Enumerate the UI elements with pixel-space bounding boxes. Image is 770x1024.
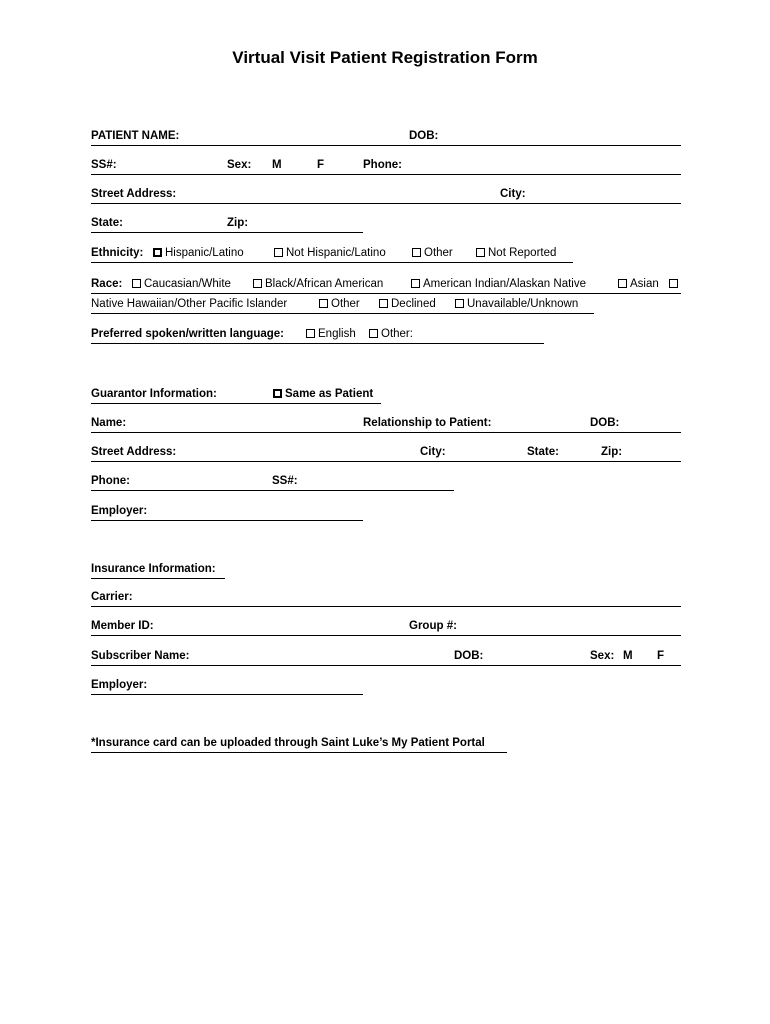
insurance-dob-label: DOB: — [454, 650, 484, 662]
patient-name-field[interactable] — [91, 145, 681, 146]
checkbox-icon[interactable] — [274, 248, 283, 257]
checkbox-icon[interactable] — [412, 248, 421, 257]
insurance-subscriber-field[interactable] — [91, 665, 681, 666]
language-label: Preferred spoken/written language: — [91, 328, 284, 340]
footnote-row — [91, 737, 507, 753]
patient-ssn-row — [91, 159, 681, 175]
guarantor-street-label: Street Address: — [91, 446, 177, 458]
guarantor-street-row — [91, 446, 681, 462]
race-underline-1 — [91, 293, 681, 294]
checkbox-icon[interactable] — [411, 279, 420, 288]
checkbox-icon[interactable] — [253, 279, 262, 288]
insurance-subscriber-row — [91, 650, 681, 666]
insurance-header: Insurance Information: — [91, 563, 216, 575]
guarantor-name-row — [91, 417, 681, 433]
checkbox-icon[interactable] — [319, 299, 328, 308]
language-row — [91, 328, 544, 344]
checkbox-icon[interactable] — [379, 299, 388, 308]
insurance-group-label: Group #: — [409, 620, 457, 632]
guarantor-name-field[interactable] — [91, 432, 681, 433]
race-option-other[interactable]: Other — [319, 298, 360, 310]
guarantor-state-label: State: — [527, 446, 559, 458]
language-option-other[interactable]: Other: — [369, 328, 413, 340]
guarantor-dob-label: DOB: — [590, 417, 620, 429]
patient-phone-label: Phone: — [363, 159, 402, 171]
guarantor-employer-label: Employer: — [91, 505, 148, 517]
guarantor-phone-label: Phone: — [91, 475, 130, 487]
checkbox-icon[interactable] — [306, 329, 315, 338]
patient-sex-m[interactable]: M — [272, 159, 282, 171]
guarantor-phone-row — [91, 475, 454, 491]
patient-state-field[interactable] — [91, 232, 363, 233]
guarantor-employer-field[interactable] — [91, 520, 363, 521]
guarantor-header: Guarantor Information: — [91, 388, 217, 400]
guarantor-ssn-label: SS#: — [272, 475, 298, 487]
ethnicity-label: Ethnicity: — [91, 247, 144, 259]
insurance-sex-m[interactable]: M — [623, 650, 633, 662]
checkbox-icon[interactable] — [455, 299, 464, 308]
patient-street-field[interactable] — [91, 203, 681, 204]
race-underline-2 — [91, 313, 594, 314]
insurance-member-id-label: Member ID: — [91, 620, 154, 632]
insurance-subscriber-label: Subscriber Name: — [91, 650, 190, 662]
patient-street-label: Street Address: — [91, 188, 177, 200]
guarantor-zip-label: Zip: — [601, 446, 623, 458]
ethnicity-option-not-reported[interactable]: Not Reported — [476, 247, 556, 259]
patient-name-label: PATIENT NAME: — [91, 130, 180, 142]
race-option-unknown[interactable]: Unavailable/Unknown — [455, 298, 578, 310]
patient-ssn-field[interactable] — [91, 174, 681, 175]
footnote-underline — [91, 752, 507, 753]
ethnicity-underline — [91, 262, 573, 263]
race-option-native-hawaiian[interactable]: Native Hawaiian/Other Pacific Islander — [91, 298, 288, 310]
race-option-american-indian[interactable]: American Indian/Alaskan Native — [411, 278, 586, 290]
insurance-carrier-field[interactable] — [91, 606, 681, 607]
race-row-2 — [91, 298, 594, 314]
form-title: Virtual Visit Patient Registration Form — [232, 48, 538, 67]
guarantor-header-underline — [91, 403, 381, 404]
guarantor-phone-field[interactable] — [91, 490, 454, 491]
patient-sex-f[interactable]: F — [317, 159, 325, 171]
insurance-carrier-row — [91, 591, 681, 607]
insurance-employer-label: Employer: — [91, 679, 148, 691]
guarantor-city-label: City: — [420, 446, 446, 458]
guarantor-name-label: Name: — [91, 417, 127, 429]
guarantor-relationship-label: Relationship to Patient: — [363, 417, 492, 429]
insurance-card-footnote: *Insurance card can be uploaded through Saint Luke’s My Patient Portal — [91, 737, 485, 749]
language-option-english[interactable]: English — [306, 328, 356, 340]
race-option-caucasian[interactable]: Caucasian/White — [132, 278, 231, 290]
patient-dob-label: DOB: — [409, 130, 439, 142]
checkbox-icon[interactable] — [618, 279, 627, 288]
checkbox-icon[interactable] — [369, 329, 378, 338]
ethnicity-option-hispanic[interactable]: Hispanic/Latino — [153, 247, 244, 259]
race-option-native-hawaiian-box[interactable] — [669, 278, 681, 290]
insurance-carrier-label: Carrier: — [91, 591, 133, 603]
guarantor-same-as-patient[interactable]: Same as Patient — [273, 388, 373, 400]
guarantor-employer-row — [91, 505, 363, 521]
patient-state-label: State: — [91, 217, 123, 229]
insurance-member-row — [91, 620, 681, 636]
insurance-employer-field[interactable] — [91, 694, 363, 695]
patient-zip-label: Zip: — [227, 217, 249, 229]
insurance-header-row — [91, 563, 225, 579]
checkbox-icon[interactable] — [669, 279, 678, 288]
insurance-sex-label: Sex: — [590, 650, 615, 662]
ethnicity-option-other[interactable]: Other — [412, 247, 453, 259]
language-underline — [91, 343, 544, 344]
ethnicity-option-not-hispanic[interactable]: Not Hispanic/Latino — [274, 247, 386, 259]
patient-street-row — [91, 188, 681, 204]
race-row-1 — [91, 278, 681, 294]
checkbox-icon[interactable] — [273, 389, 282, 398]
checkbox-icon[interactable] — [476, 248, 485, 257]
insurance-employer-row — [91, 679, 363, 695]
race-option-declined[interactable]: Declined — [379, 298, 436, 310]
insurance-sex-f[interactable]: F — [657, 650, 665, 662]
race-option-black[interactable]: Black/African American — [253, 278, 383, 290]
race-label: Race: — [91, 278, 123, 290]
checkbox-icon[interactable] — [153, 248, 162, 257]
patient-ssn-label: SS#: — [91, 159, 117, 171]
patient-city-label: City: — [500, 188, 526, 200]
insurance-header-underline — [91, 578, 225, 579]
checkbox-icon[interactable] — [132, 279, 141, 288]
patient-state-row — [91, 217, 363, 233]
patient-sex-label: Sex: — [227, 159, 252, 171]
patient-name-row — [91, 130, 681, 146]
guarantor-header-row — [91, 388, 381, 404]
insurance-member-id-field[interactable] — [91, 635, 681, 636]
guarantor-street-field[interactable] — [91, 461, 681, 462]
race-option-asian[interactable]: Asian — [618, 278, 659, 290]
ethnicity-row — [91, 247, 573, 263]
